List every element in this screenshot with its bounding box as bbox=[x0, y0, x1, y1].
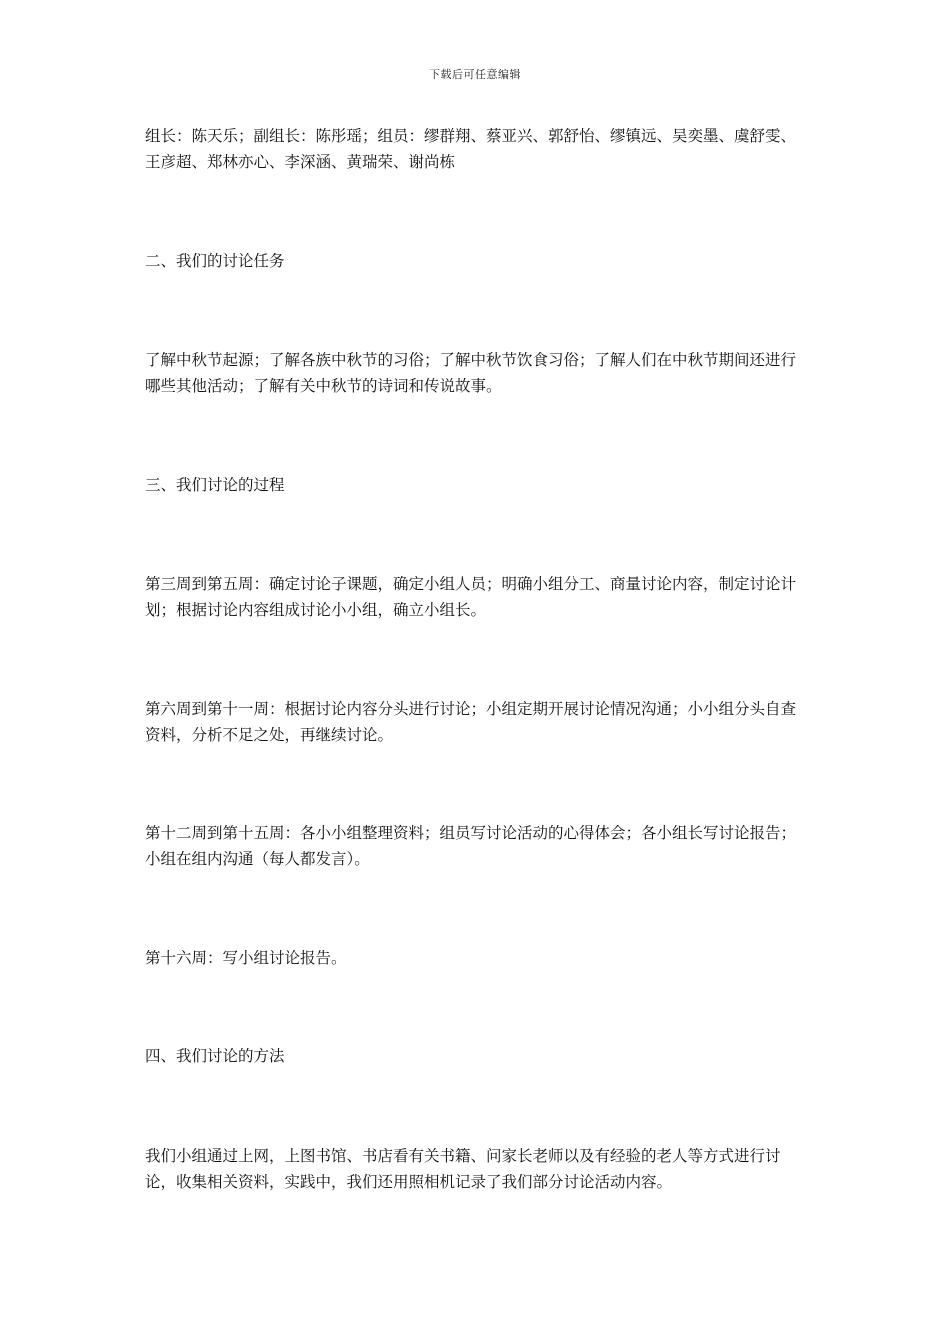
page-header: 下载后可任意编辑 bbox=[429, 68, 521, 81]
section-heading-tasks: 二、我们的讨论任务 bbox=[145, 252, 285, 270]
group-members-paragraph: 组长：陈天乐；副组长：陈彤瑶；组员：缪群翔、蔡亚兴、郭舒怡、缪镇远、吴奕墨、虞舒雯、王彦超、郑林亦心、李深涵、黄瑞荣、谢尚栋 bbox=[145, 127, 797, 171]
process-weeks-12-15-paragraph: 第十二周到第十五周：各小小组整理资料；组员写讨论活动的心得体会；各小组长写讨论报告；小组在组内沟通（每人都发言）。 bbox=[145, 824, 797, 868]
section-heading-process: 三、我们讨论的过程 bbox=[145, 476, 285, 494]
process-weeks-6-11-paragraph: 第六周到第十一周：根据讨论内容分头进行讨论；小组定期开展讨论情况沟通；小小组分头自查资料，分析不足之处，再继续讨论。 bbox=[145, 700, 797, 744]
tasks-paragraph: 了解中秋节起源；了解各族中秋节的习俗；了解中秋节饮食习俗；了解人们在中秋节期间还进行哪些其他活动；了解有关中秋节的诗词和传说故事。 bbox=[145, 351, 797, 395]
process-week-16-paragraph: 第十六周：写小组讨论报告。 bbox=[145, 949, 347, 967]
section-heading-method: 四、我们讨论的方法 bbox=[145, 1047, 285, 1065]
process-weeks-3-5-paragraph: 第三周到第五周：确定讨论子课题，确定小组人员；明确小组分工、商量讨论内容，制定讨论计划；根据讨论内容组成讨论小小组，确立小组长。 bbox=[145, 575, 797, 619]
method-paragraph: 我们小组通过上网，上图书馆、书店看有关书籍、问家长老师以及有经验的老人等方式进行讨论，收集相关资料，实践中，我们还用照相机记录了我们部分讨论活动内容。 bbox=[145, 1147, 781, 1191]
